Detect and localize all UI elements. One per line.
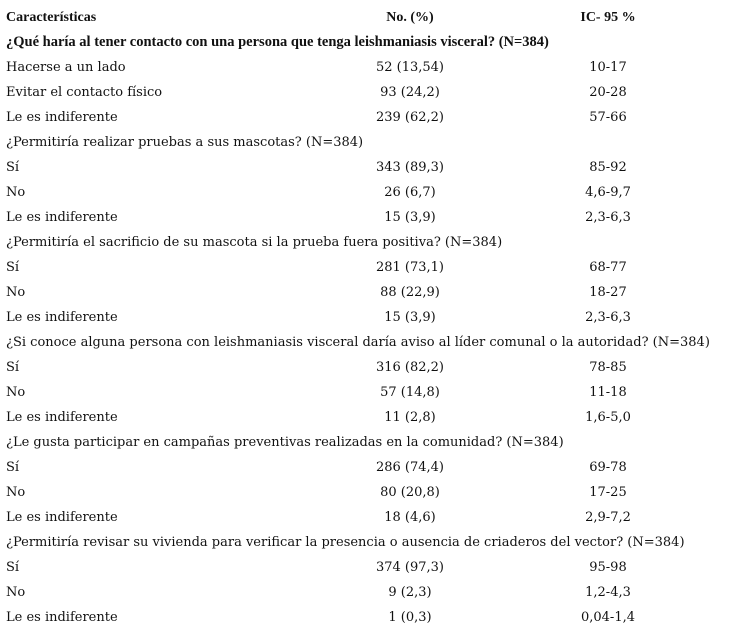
question-text: ¿Permitiría revisar su vivienda para verificar la presencia o ausencia de criaderos del vector? (N=384) bbox=[6, 535, 685, 550]
ci-range: 68-77 bbox=[589, 260, 627, 275]
ci-range: 10-17 bbox=[589, 60, 627, 75]
table-body bbox=[0, 30, 729, 630]
ci-range: 17-25 bbox=[589, 485, 627, 500]
table-row bbox=[0, 305, 729, 330]
option-label: Sí bbox=[6, 460, 20, 475]
question-text: ¿Le gusta participar en campañas preventivas realizadas en la comunidad? (N=384) bbox=[6, 435, 564, 450]
ci-range: 0,04-1,4 bbox=[580, 610, 635, 625]
count-percent: 286 (74,4) bbox=[375, 460, 445, 475]
question-row bbox=[0, 330, 729, 355]
table-row bbox=[0, 605, 729, 630]
count-percent: 374 (97,3) bbox=[375, 560, 445, 575]
count-percent: 88 (22,9) bbox=[380, 285, 440, 300]
count-percent: 281 (73,1) bbox=[375, 260, 445, 275]
option-label: No bbox=[6, 585, 26, 600]
header-ci95: IC- 95 % bbox=[580, 10, 636, 25]
option-label: Le es indiferente bbox=[6, 110, 118, 125]
ci-range: 2,9-7,2 bbox=[585, 510, 631, 525]
question-row bbox=[0, 430, 729, 455]
count-percent: 57 (14,8) bbox=[380, 385, 440, 400]
question-text: ¿Qué haría al tener contacto con una persona que tenga leishmaniasis visceral? (N=384) bbox=[6, 34, 549, 50]
option-label: No bbox=[6, 485, 26, 500]
option-label: Sí bbox=[6, 260, 20, 275]
count-percent: 93 (24,2) bbox=[380, 85, 440, 100]
count-percent: 15 (3,9) bbox=[384, 310, 436, 325]
question-text: ¿Permitiría realizar pruebas a sus mascotas? (N=384) bbox=[6, 135, 364, 150]
option-label: Le es indiferente bbox=[6, 210, 118, 225]
ci-range: 85-92 bbox=[589, 160, 627, 175]
table-row bbox=[0, 480, 729, 505]
count-percent: 316 (82,2) bbox=[375, 360, 445, 375]
table-row bbox=[0, 280, 729, 305]
ci-range: 18-27 bbox=[589, 285, 627, 300]
count-percent: 52 (13,54) bbox=[375, 60, 445, 75]
count-percent: 343 (89,3) bbox=[375, 160, 445, 175]
table-row bbox=[0, 555, 729, 580]
option-label: Sí bbox=[6, 360, 20, 375]
option-label: Sí bbox=[6, 160, 20, 175]
table-row bbox=[0, 155, 729, 180]
table-row bbox=[0, 55, 729, 80]
question-row bbox=[0, 30, 729, 55]
table-row bbox=[0, 105, 729, 130]
question-text: ¿Permitiría el sacrificio de su mascota si la prueba fuera positiva? (N=384) bbox=[6, 235, 503, 250]
header-count-percent: No. (%) bbox=[386, 10, 434, 25]
question-row bbox=[0, 230, 729, 255]
option-label: Le es indiferente bbox=[6, 510, 118, 525]
table-header-row bbox=[0, 5, 729, 30]
table-row bbox=[0, 380, 729, 405]
ci-range: 57-66 bbox=[589, 110, 627, 125]
ci-range: 2,3-6,3 bbox=[585, 210, 631, 225]
count-percent: 11 (2,8) bbox=[384, 410, 436, 425]
table-row bbox=[0, 455, 729, 480]
option-label: Le es indiferente bbox=[6, 310, 118, 325]
ci-range: 2,3-6,3 bbox=[585, 310, 631, 325]
table-row bbox=[0, 255, 729, 280]
ci-range: 78-85 bbox=[589, 360, 627, 375]
option-label: Evitar el contacto físico bbox=[6, 85, 163, 100]
header-characteristics: Características bbox=[6, 10, 97, 25]
count-percent: 9 (2,3) bbox=[388, 585, 432, 600]
option-label: Le es indiferente bbox=[6, 410, 118, 425]
table-row bbox=[0, 205, 729, 230]
option-label: No bbox=[6, 285, 26, 300]
question-row bbox=[0, 530, 729, 555]
count-percent: 239 (62,2) bbox=[375, 110, 445, 125]
table-row bbox=[0, 580, 729, 605]
count-percent: 15 (3,9) bbox=[384, 210, 436, 225]
table-row bbox=[0, 505, 729, 530]
count-percent: 1 (0,3) bbox=[388, 610, 432, 625]
table-row bbox=[0, 405, 729, 430]
ci-range: 1,6-5,0 bbox=[585, 410, 631, 425]
option-label: Hacerse a un lado bbox=[6, 60, 126, 75]
count-percent: 18 (4,6) bbox=[384, 510, 436, 525]
ci-range: 20-28 bbox=[589, 85, 627, 100]
option-label: Le es indiferente bbox=[6, 610, 118, 625]
question-text: ¿Si conoce alguna persona con leishmaniasis visceral daría aviso al líder comunal o la autoridad? (N=384) bbox=[6, 335, 710, 350]
ci-range: 95-98 bbox=[589, 560, 627, 575]
table-row bbox=[0, 80, 729, 105]
option-label: No bbox=[6, 185, 26, 200]
question-row bbox=[0, 130, 729, 155]
ci-range: 69-78 bbox=[589, 460, 627, 475]
ci-range: 11-18 bbox=[589, 385, 627, 400]
count-percent: 80 (20,8) bbox=[380, 485, 440, 500]
count-percent: 26 (6,7) bbox=[384, 185, 436, 200]
ci-range: 4,6-9,7 bbox=[585, 185, 631, 200]
ci-range: 1,2-4,3 bbox=[585, 585, 631, 600]
table-row bbox=[0, 355, 729, 380]
option-label: Sí bbox=[6, 560, 20, 575]
table-row bbox=[0, 180, 729, 205]
option-label: No bbox=[6, 385, 26, 400]
